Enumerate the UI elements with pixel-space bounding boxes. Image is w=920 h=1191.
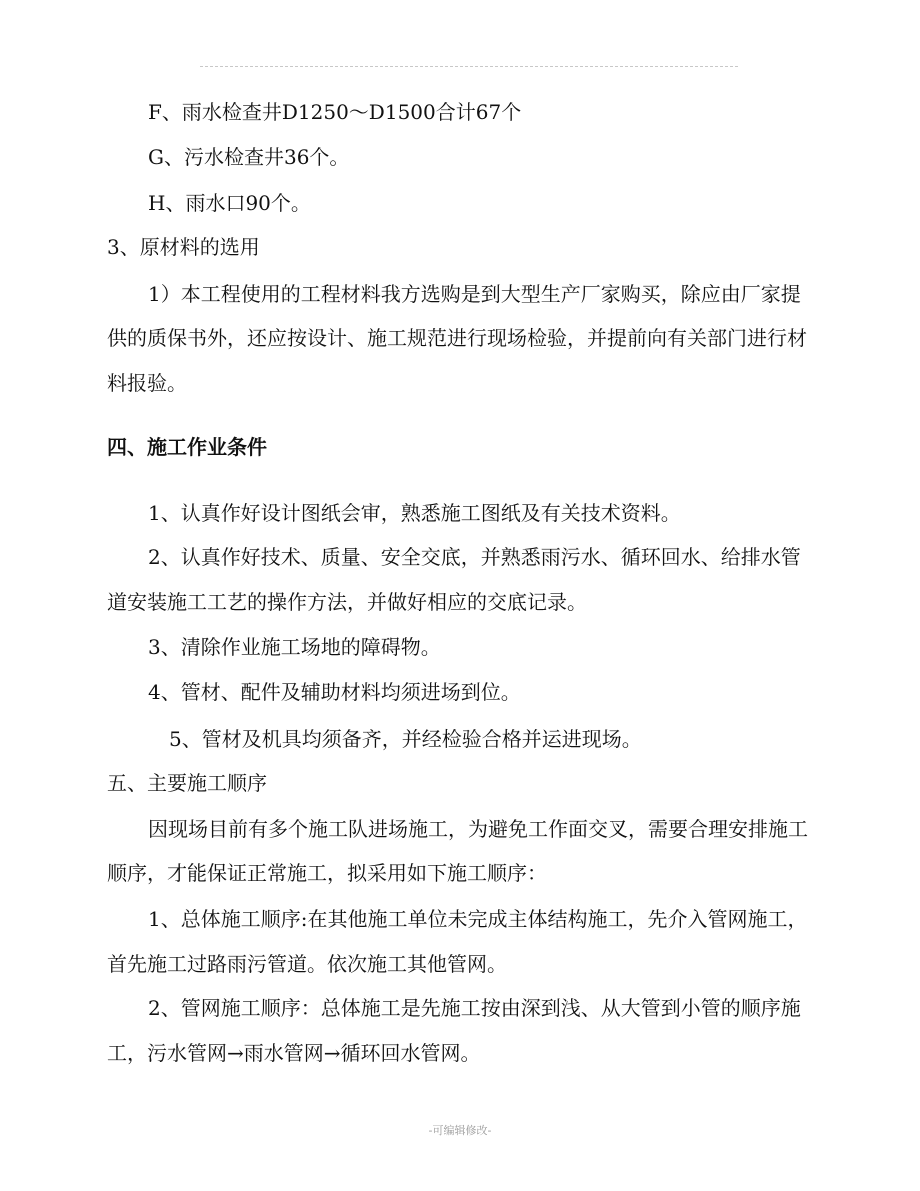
section-5-heading: 五、主要施工顺序 — [107, 771, 267, 795]
page-footer: -可编辑修改- — [428, 1124, 492, 1137]
item-g-sewage-manholes: G、污水检查井36个。 — [148, 145, 350, 169]
sequence-item-1-line-1: 1、总体施工顺序:在其他施工单位未完成主体结构施工，先介入管网施工， — [148, 907, 808, 931]
section-3-heading: 3、原材料的选用 — [107, 235, 260, 259]
condition-item-2-line-1: 2、认真作好技术、质量、安全交底，并熟悉雨污水、循环回水、给排水管 — [148, 545, 801, 569]
condition-item-2-line-2: 道安装施工工艺的操作方法，并做好相应的交底记录。 — [107, 590, 587, 614]
paragraph-materials-line-1: 1）本工程使用的工程材料我方选购是到大型生产厂家购买，除应由厂家提 — [148, 282, 801, 306]
section-4-heading: 四、施工作业条件 — [107, 435, 267, 459]
sequence-item-2-line-2: 工，污水管网→雨水管网→循环回水管网。 — [107, 1041, 481, 1065]
sequence-intro-line-1: 因现场目前有多个施工队进场施工，为避免工作面交叉，需要合理安排施工 — [148, 817, 808, 841]
paragraph-materials-line-2: 供的质保书外，还应按设计、施工规范进行现场检验，并提前向有关部门进行材 — [107, 326, 807, 350]
sequence-item-1-line-2: 首先施工过路雨污管道。依次施工其他管网。 — [107, 952, 507, 976]
sequence-intro-line-2: 顺序，才能保证正常施工，拟采用如下施工顺序： — [107, 861, 547, 885]
condition-item-5: 5、管材及机具均须备齐，并经检验合格并运进现场。 — [169, 727, 642, 751]
condition-item-4: 4、管材、配件及辅助材料均须进场到位。 — [148, 680, 521, 704]
condition-item-3: 3、清除作业施工场地的障碍物。 — [148, 635, 441, 659]
sequence-item-2-line-1: 2、管网施工顺序：总体施工是先施工按由深到浅、从大管到小管的顺序施 — [148, 996, 801, 1020]
header-rule — [200, 66, 738, 67]
paragraph-materials-line-3: 料报验。 — [107, 371, 187, 395]
item-f-rainwater-manholes: F、雨水检查井D1250～D1500合计67个 — [148, 100, 522, 124]
item-h-rain-inlets: H、雨水口90个。 — [148, 191, 311, 215]
condition-item-1: 1、认真作好设计图纸会审，熟悉施工图纸及有关技术资料。 — [148, 501, 681, 525]
